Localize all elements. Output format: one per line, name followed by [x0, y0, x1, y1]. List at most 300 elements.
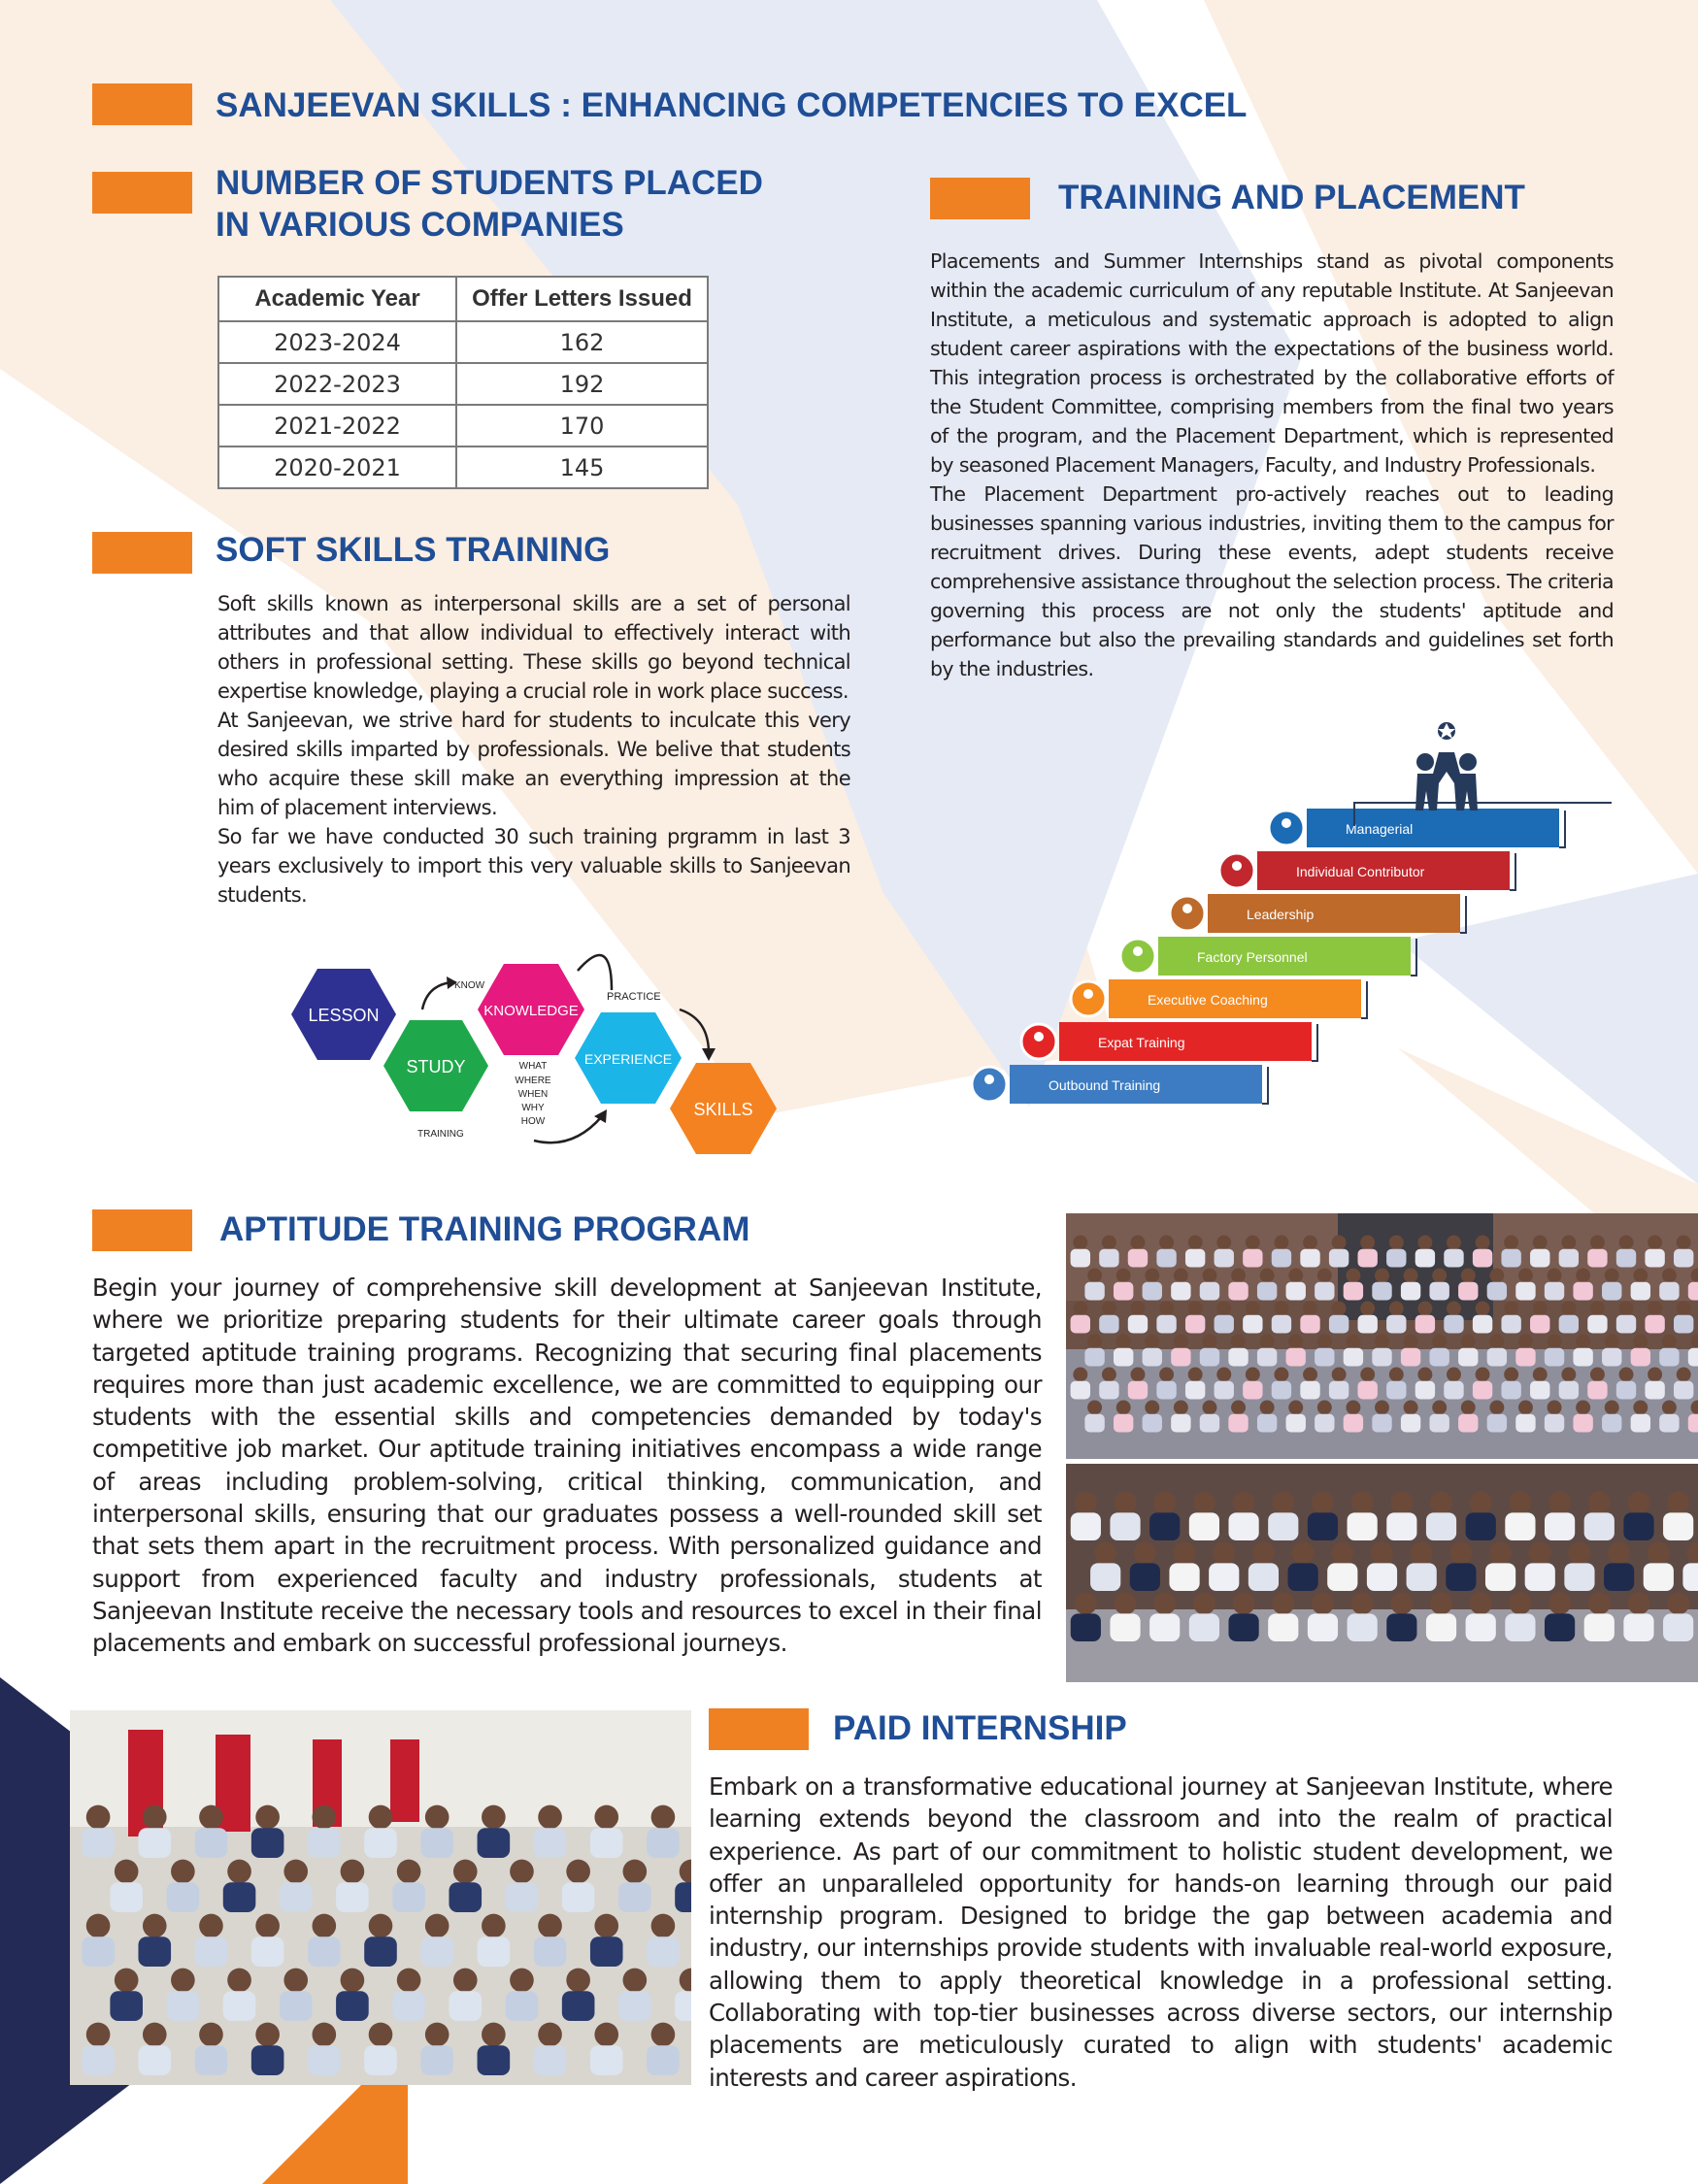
table-cell-offers: 192 — [456, 363, 708, 405]
person-body — [1573, 1348, 1592, 1367]
table-row — [218, 363, 708, 405]
experience-label: EXPERIENCE — [583, 1051, 673, 1067]
person-head — [1461, 1269, 1476, 1283]
person-head — [1588, 1492, 1611, 1514]
person-head — [86, 1914, 111, 1938]
person-body — [1587, 1315, 1607, 1334]
practice-label: PRACTICE — [607, 991, 661, 1003]
person-body — [1315, 1282, 1334, 1301]
person-head — [622, 1969, 647, 1993]
person-head — [1568, 1542, 1590, 1565]
person-body — [1272, 1381, 1291, 1400]
person-head — [453, 1860, 478, 1884]
person-head — [1449, 1542, 1472, 1565]
person-head — [255, 1805, 280, 1830]
person-body — [1084, 1414, 1104, 1433]
person-head — [1662, 1401, 1677, 1415]
person-body — [1401, 1282, 1420, 1301]
person-body — [1249, 1563, 1279, 1591]
person-head — [1389, 1368, 1404, 1382]
group-photo-2 — [1066, 1464, 1698, 1682]
person-head — [1188, 1236, 1203, 1250]
person-head — [1216, 1236, 1231, 1250]
person-body — [478, 1828, 511, 1858]
person-head — [1389, 1302, 1404, 1316]
person-head — [1430, 1492, 1452, 1514]
skills-cycle-diagram — [282, 932, 796, 1165]
person-body — [1189, 1512, 1219, 1540]
person-head — [1476, 1368, 1490, 1382]
table-row — [218, 447, 708, 488]
person-body — [1530, 1249, 1549, 1268]
person-head — [1332, 1302, 1347, 1316]
person-body — [251, 2045, 284, 2075]
step-icon-head — [1282, 818, 1291, 828]
person-head — [86, 1805, 111, 1830]
person-body — [420, 1828, 453, 1858]
person-head — [1252, 1542, 1275, 1565]
step-edge — [1559, 811, 1565, 847]
person-head — [1351, 1492, 1374, 1514]
person-body — [1559, 1315, 1579, 1334]
person-body — [1407, 1563, 1437, 1591]
person-body — [1114, 1414, 1133, 1433]
knowledge-label: KNOWLEDGE — [483, 1003, 579, 1019]
person-body — [1358, 1381, 1378, 1400]
person-body — [1300, 1249, 1319, 1268]
person-body — [1327, 1563, 1357, 1591]
when-label: WHEN — [517, 1089, 549, 1100]
person-head — [425, 1805, 449, 1830]
person-head — [1213, 1542, 1235, 1565]
person-head — [1476, 1302, 1490, 1316]
person-body — [1644, 1563, 1674, 1591]
person-body — [1084, 1282, 1104, 1301]
person-head — [1608, 1542, 1630, 1565]
person-body — [1171, 1348, 1190, 1367]
person-head — [1518, 1335, 1533, 1349]
person-body — [1545, 1414, 1564, 1433]
person-body — [1473, 1315, 1492, 1334]
person-body — [1286, 1348, 1306, 1367]
person-body — [1587, 1249, 1607, 1268]
person-body — [138, 1936, 171, 1967]
person-body — [1645, 1315, 1664, 1334]
person-head — [1317, 1335, 1332, 1349]
person-body — [167, 1991, 200, 2021]
soft-skills-accent-bar — [92, 532, 192, 574]
person-body — [1485, 1563, 1515, 1591]
person-body — [1209, 1563, 1239, 1591]
person-head — [312, 1805, 336, 1830]
aptitude-body: Begin your journey of comprehensive skill development at Sanjeevan Institute, where we prioritize preparing students for their ultimate career goals through targeted aptitude training programs. Recognizing that securing final placements requires more than just academic excellence, we are committed to equipping our students with the essential skills and competencies demanded by today's competitive job market. Our aptitude training initiatives encompass a wide range of areas including problem-solving, critical thinking, communication, and interpersonal skills, ensuring that our graduates possess a well-rounded skill set that sets them apart in the recruitment process. With personalized guidance and support from experienced faculty and industry professionals, students at Sanjeevan Institute receive the necessary tools and resources to excel in their final placements and embark on successful professional journeys. — [92, 1274, 1042, 1658]
person-body — [1110, 1512, 1140, 1540]
soft-skills-body: Soft skills known as interpersonal skills are a set of personal attributes and that allow individual to effectively interact with others in professional setting. These skills go beyond technical expertise knowledge, playing a crucial role in work place success. At Sanjeevan, we strive hard for students to inculcate this very desired skills imparted by professionals. We belive that students who acquire these skill make an everything impression at the him of placement interviews. So far we have conducted 30 such training prgramm in last 3 years exclusively to import this very valuable skills to Sanjeevan students. — [217, 592, 850, 907]
person-head — [1303, 1302, 1317, 1316]
table-cell-year: 2022-2023 — [218, 363, 456, 405]
person-body — [1545, 1613, 1575, 1641]
person-body — [449, 1882, 482, 1912]
person-head — [1087, 1335, 1102, 1349]
person-body — [590, 2045, 623, 2075]
practice-arrowhead — [702, 1048, 716, 1061]
step-edge — [1460, 896, 1466, 933]
person-head — [1447, 1302, 1461, 1316]
person-head — [1272, 1492, 1294, 1514]
person-head — [1231, 1401, 1246, 1415]
person-head — [1633, 1335, 1648, 1349]
person-body — [675, 1882, 691, 1912]
person-body — [308, 2045, 341, 2075]
person-head — [1346, 1335, 1360, 1349]
practice-arrow-top — [578, 955, 612, 990]
person-body — [392, 1882, 425, 1912]
person-body — [1401, 1414, 1420, 1433]
person-head — [1648, 1368, 1662, 1382]
person-body — [1458, 1414, 1478, 1433]
person-body — [1344, 1414, 1363, 1433]
person-body — [1243, 1315, 1262, 1334]
step-edge — [1411, 939, 1416, 976]
person-head — [1346, 1269, 1360, 1283]
person-body — [1659, 1348, 1679, 1367]
person-body — [1501, 1381, 1520, 1400]
person-body — [280, 1882, 313, 1912]
step-icon-head — [1133, 946, 1143, 956]
person-head — [1153, 1492, 1176, 1514]
column-header-academic-year: Academic Year — [218, 277, 456, 321]
person-head — [1533, 1302, 1548, 1316]
person-head — [1590, 1302, 1605, 1316]
person-head — [1588, 1593, 1611, 1615]
person-body — [1128, 1249, 1148, 1268]
person-body — [1473, 1249, 1492, 1268]
person-head — [397, 1860, 421, 1884]
person-head — [1246, 1236, 1260, 1250]
person-head — [1193, 1593, 1215, 1615]
person-body — [1329, 1381, 1348, 1400]
person-body — [1071, 1512, 1101, 1540]
person-head — [1432, 1401, 1447, 1415]
skills-label: SKILLS — [693, 1100, 753, 1119]
person-body — [392, 1991, 425, 2021]
person-body — [1308, 1613, 1338, 1641]
person-head — [1102, 1368, 1116, 1382]
person-head — [1260, 1335, 1275, 1349]
person-body — [1659, 1282, 1679, 1301]
person-body — [1645, 1249, 1664, 1268]
person-body — [138, 1828, 171, 1858]
person-body — [1429, 1414, 1448, 1433]
person-body — [1682, 1563, 1698, 1591]
person-head — [594, 1805, 618, 1830]
person-body — [1573, 1414, 1592, 1433]
person-body — [110, 1882, 143, 1912]
person-body — [1564, 1563, 1594, 1591]
person-head — [227, 1969, 251, 1993]
placements-heading-line2: IN VARIOUS COMPANIES — [216, 205, 624, 244]
person-body — [167, 1882, 200, 1912]
person-body — [1268, 1512, 1298, 1540]
person-head — [1375, 1269, 1389, 1283]
person-head — [1260, 1269, 1275, 1283]
person-body — [1386, 1315, 1406, 1334]
person-head — [143, 1914, 167, 1938]
placements-accent-bar — [92, 172, 192, 214]
person-head — [538, 1914, 562, 1938]
person-body — [1616, 1315, 1636, 1334]
person-head — [1561, 1368, 1576, 1382]
person-head — [1153, 1593, 1176, 1615]
person-body — [1071, 1315, 1090, 1334]
person-body — [1228, 1282, 1248, 1301]
person-head — [1351, 1593, 1374, 1615]
step-label: Individual Contributor — [1296, 864, 1425, 879]
person-head — [1145, 1401, 1159, 1415]
person-body — [478, 2045, 511, 2075]
person-body — [1429, 1348, 1448, 1367]
person-head — [538, 1805, 562, 1830]
person-head — [1087, 1269, 1102, 1283]
person-head — [1548, 1492, 1571, 1514]
person-body — [1228, 1512, 1258, 1540]
person-body — [251, 1936, 284, 1967]
person-head — [341, 1860, 365, 1884]
person-head — [1404, 1335, 1418, 1349]
person-head — [1518, 1269, 1533, 1283]
person-head — [1648, 1542, 1670, 1565]
internship-accent-bar — [709, 1708, 809, 1750]
step-icon-head — [1232, 861, 1242, 871]
person-head — [1116, 1269, 1131, 1283]
person-body — [1149, 1512, 1180, 1540]
person-head — [1590, 1368, 1605, 1382]
person-head — [227, 1860, 251, 1884]
staircase-step — [972, 1065, 1268, 1104]
person-head — [1605, 1335, 1619, 1349]
aptitude-accent-bar — [92, 1209, 192, 1251]
person-head — [1548, 1269, 1562, 1283]
person-head — [1432, 1335, 1447, 1349]
person-head — [1073, 1302, 1087, 1316]
person-head — [397, 1969, 421, 1993]
person-head — [143, 1805, 167, 1830]
person-body — [618, 1991, 651, 2021]
person-body — [1426, 1512, 1456, 1540]
person-body — [1386, 1381, 1406, 1400]
person-head — [1561, 1302, 1576, 1316]
person-head — [1246, 1302, 1260, 1316]
step-edge — [1361, 981, 1367, 1018]
person-body — [1659, 1414, 1679, 1433]
internship-body: Embark on a transformative educational journey at Sanjeevan Institute, where learning extends beyond the classroom and into the realm of practical experience. As part of our commitment to holistic student development, we offer an unparalleled opportunity for hands-on learning through our paid internship program. Designed to bridge the gap between academia and industry, our internships provide students with invaluable real-world exposure, allowing them to apply theoretical knowledge in a professional setting. Collaborating with top-tier businesses across diverse sectors, our internship placements are meticulously curated to align with students' academic interests and career aspirations. — [709, 1772, 1613, 2092]
person-body — [1674, 1315, 1693, 1334]
table-cell-year: 2020-2021 — [218, 447, 456, 488]
person-body — [1545, 1282, 1564, 1301]
person-body — [308, 1828, 341, 1858]
where-label: WHERE — [515, 1075, 551, 1086]
person-head — [1073, 1236, 1087, 1250]
staircase-step — [1219, 851, 1515, 890]
person-body — [1071, 1249, 1090, 1268]
person-body — [1415, 1381, 1435, 1400]
person-head — [1116, 1335, 1131, 1349]
person-body — [1584, 1512, 1615, 1540]
person-body — [1674, 1249, 1693, 1268]
person-head — [1417, 1302, 1432, 1316]
person-head — [566, 1860, 590, 1884]
person-body — [1156, 1315, 1176, 1334]
person-body — [1616, 1249, 1636, 1268]
person-head — [1662, 1335, 1677, 1349]
person-body — [1429, 1282, 1448, 1301]
placements-heading — [216, 163, 763, 246]
person-head — [1073, 1368, 1087, 1382]
person-body — [1215, 1381, 1234, 1400]
person-head — [1447, 1368, 1461, 1382]
person-head — [1174, 1269, 1188, 1283]
person-head — [1303, 1368, 1317, 1382]
person-head — [1548, 1335, 1562, 1349]
person-body — [1272, 1315, 1291, 1334]
person-body — [1466, 1512, 1496, 1540]
step-icon-head — [1034, 1032, 1044, 1042]
staircase-step — [1071, 979, 1367, 1018]
person-body — [1545, 1348, 1564, 1367]
table-cell-offers: 170 — [456, 405, 708, 447]
training-placement-body: Placements and Summer Internships stand as pivotal components within the academic curriculum of any reputable Institute. At Sanjeevan Institute, a meticulous and systematic approach is adopted to align student career aspirations with the expectations of the business world. This integration process is orchestrated by the collaborative efforts of the Student Committee, comprising members from the final two years of the program, and the Placement Department, which is represented by seasoned Placement Managers, Faculty, and Industry Professionals. The Placement Department pro-actively reaches out to leading businesses spanning various industries, inviting them to the campus for recruitment drives. During these events, adept students receive comprehensive assistance throughout the selection process. The criteria governing this process are not only the students' aptitude and performance but also the prevailing standards and guidelines set forth by the industries. — [930, 249, 1614, 680]
person-head — [1375, 1335, 1389, 1349]
person-body — [1401, 1348, 1420, 1367]
training-label: TRAINING — [417, 1129, 464, 1140]
person-head — [1260, 1401, 1275, 1415]
person-body — [1090, 1563, 1120, 1591]
person-body — [1559, 1249, 1579, 1268]
practice-arrow — [680, 1009, 709, 1053]
person-head — [1576, 1335, 1590, 1349]
step-edge — [1262, 1067, 1268, 1104]
person-head — [1202, 1269, 1216, 1283]
step-label: Leadership — [1247, 907, 1315, 922]
person-body — [420, 2045, 453, 2075]
person-body — [1559, 1381, 1579, 1400]
person-head — [1461, 1335, 1476, 1349]
person-body — [478, 1936, 511, 1967]
person-body — [1099, 1315, 1118, 1334]
person-head — [566, 1969, 590, 1993]
staircase-step — [1269, 809, 1565, 847]
person-body — [1623, 1512, 1653, 1540]
person-body — [420, 1936, 453, 1967]
step-edge — [1312, 1024, 1317, 1061]
person-head — [1174, 1401, 1188, 1415]
person-head — [341, 1969, 365, 1993]
person-head — [1292, 1542, 1315, 1565]
person-head — [1470, 1492, 1492, 1514]
person-head — [1193, 1492, 1215, 1514]
person-body — [506, 1882, 539, 1912]
step-label: Executive Coaching — [1148, 992, 1268, 1008]
person-body — [1587, 1381, 1607, 1400]
person-body — [1525, 1563, 1555, 1591]
person-body — [1071, 1613, 1101, 1641]
person-head — [1548, 1401, 1562, 1415]
person-body — [364, 1828, 397, 1858]
person-body — [1573, 1282, 1592, 1301]
person-head — [1159, 1368, 1174, 1382]
person-head — [1529, 1542, 1551, 1565]
person-body — [647, 2045, 680, 2075]
person-body — [1487, 1282, 1507, 1301]
person-head — [1533, 1236, 1548, 1250]
person-head — [1231, 1335, 1246, 1349]
person-body — [195, 1828, 228, 1858]
person-head — [1332, 1368, 1347, 1382]
person-body — [618, 1882, 651, 1912]
person-body — [1515, 1414, 1535, 1433]
person-body — [1545, 1512, 1575, 1540]
person-head — [1233, 1492, 1255, 1514]
person-head — [1274, 1368, 1288, 1382]
person-head — [369, 1914, 393, 1938]
person-body — [590, 1828, 623, 1858]
person-body — [336, 1991, 369, 2021]
training-placement-accent-bar — [930, 178, 1030, 219]
person-head — [1159, 1236, 1174, 1250]
person-body — [449, 1991, 482, 2021]
person-body — [82, 1828, 115, 1858]
person-body — [1185, 1249, 1205, 1268]
person-head — [594, 2023, 618, 2047]
person-body — [1505, 1512, 1535, 1540]
person-body — [1466, 1613, 1496, 1641]
person-head — [1590, 1236, 1605, 1250]
person-head — [1145, 1269, 1159, 1283]
table-row — [218, 405, 708, 447]
step-label: Factory Personnel — [1197, 949, 1308, 965]
person-body — [675, 1991, 691, 2021]
person-body — [1099, 1381, 1118, 1400]
person-head — [1548, 1593, 1571, 1615]
person-body — [1688, 1414, 1698, 1433]
person-head — [482, 2023, 506, 2047]
person-body — [280, 1991, 313, 2021]
person-head — [1411, 1542, 1433, 1565]
person-body — [1171, 1414, 1190, 1433]
person-body — [1268, 1613, 1298, 1641]
person-head — [1677, 1302, 1691, 1316]
person-head — [1274, 1236, 1288, 1250]
step-edge — [1510, 853, 1515, 890]
person-head — [312, 1914, 336, 1938]
person-head — [1648, 1236, 1662, 1250]
person-body — [1663, 1512, 1693, 1540]
person-head — [1677, 1368, 1691, 1382]
person-head — [1360, 1368, 1375, 1382]
study-label: STUDY — [406, 1057, 466, 1076]
person-body — [1215, 1315, 1234, 1334]
person-head — [1231, 1269, 1246, 1283]
person-head — [199, 1914, 223, 1938]
person-body — [1688, 1348, 1698, 1367]
person-head — [1518, 1401, 1533, 1415]
person-body — [1530, 1381, 1549, 1400]
person-body — [1130, 1563, 1160, 1591]
person-body — [647, 1828, 680, 1858]
person-body — [1243, 1381, 1262, 1400]
person-head — [1331, 1542, 1353, 1565]
person-body — [1257, 1414, 1277, 1433]
